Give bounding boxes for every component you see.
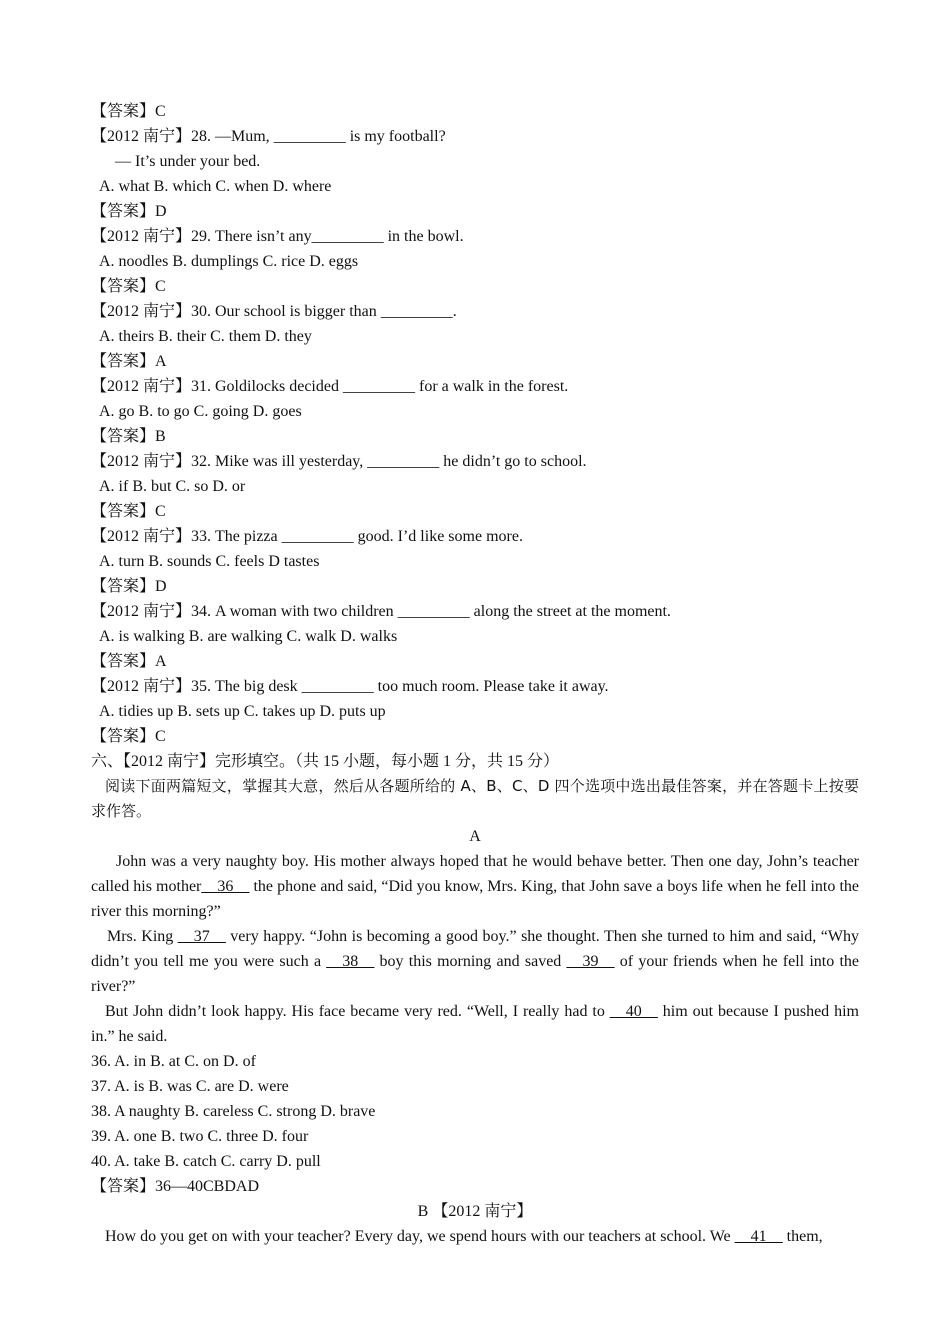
passage-a-paragraph-3: But John didn’t look happy. His face became very red. “Well, I really had to __40__ him out because I pushed him in.” he said. (91, 1003, 860, 1045)
passage-b-paragraph-1: How do you get on with your teacher? Every day, we spend hours with our teachers at school. We __41__ them, (105, 1228, 823, 1245)
answer-blank: _________ (367, 453, 440, 470)
question-line: 【2012 南宁】33. The pizza _________ good. I’d like some more. (91, 528, 523, 545)
instructions (91, 774, 859, 824)
options-line: A. turn B. sounds C. feels D tastes (99, 553, 320, 570)
options-line: A. theirs B. their C. them D. they (99, 328, 312, 345)
options-line: A. what B. which C. when D. where (99, 178, 332, 195)
answer-blank: _________ (273, 128, 346, 145)
answer-line: 【答案】C (91, 728, 166, 745)
question-line: 【2012 南宁】30. Our school is bigger than _________. (91, 303, 457, 320)
passage-b-heading: B 【2012 南宁】 (417, 1203, 533, 1220)
answer-line: 【答案】B (91, 428, 166, 445)
answer-line: 【答案】D (91, 578, 167, 595)
cloze-answer: 【答案】36—40CBDAD (91, 1178, 260, 1195)
cloze-option-40: 40. A. take B. catch C. carry D. pull (91, 1153, 321, 1170)
blank-41: __41__ (734, 1228, 783, 1245)
blank-37: __37__ (177, 928, 226, 945)
answer-blank: _________ (281, 528, 354, 545)
options-line: A. if B. but C. so D. or (99, 478, 246, 495)
answer-blank: _________ (397, 603, 470, 620)
answer-line: 【答案】C (91, 103, 166, 120)
question-line: 【2012 南宁】35. The big desk _________ too much room. Please take it away. (91, 678, 609, 695)
question-line: 【2012 南宁】31. Goldilocks decided _________ for a walk in the forest. (91, 378, 569, 395)
options-line: A. tidies up B. sets up C. takes up D. puts up (99, 703, 386, 720)
options-line: A. go B. to go C. going D. goes (99, 403, 302, 420)
response-line: — It’s under your bed. (115, 153, 261, 170)
answer-line: 【答案】A (91, 653, 167, 670)
cloze-option-36: 36. A. in B. at C. on D. of (91, 1053, 256, 1070)
cloze-option-37: 37. A. is B. was C. are D. were (91, 1078, 289, 1095)
answer-line: 【答案】C (91, 503, 166, 520)
answer-blank: _________ (311, 228, 384, 245)
blank-38: __38__ (326, 953, 375, 970)
question-line: 【2012 南宁】32. Mike was ill yesterday, _________ he didn’t go to school. (91, 453, 587, 470)
answer-line: 【答案】D (91, 203, 167, 220)
answer-blank: _________ (342, 378, 415, 395)
blank-36: __36__ (201, 878, 250, 895)
options-line: A. is walking B. are walking C. walk D. walks (99, 628, 398, 645)
blank-39: __39__ (566, 953, 615, 970)
passage-a-paragraph-2: Mrs. King __37__ very happy. “John is becoming a good boy.” she thought. Then she turned to him and said, “Why didn’t you tell me you were such a __38__ boy this morning and saved __39__ of your friends when he fell into the river?” (91, 928, 860, 995)
options-line: A. noodles B. dumplings C. rice D. eggs (99, 253, 359, 270)
instructions-text: 阅读下面两篇短文，掌握其大意，然后从各题所给的 A、B、C、D 四个选项中选出最佳答案，并在答题卡上按要求作答。 (91, 777, 859, 820)
cloze-option-39: 39. A. one B. two C. three D. four (91, 1128, 309, 1145)
document-content (91, 99, 859, 1249)
answer-blank: _________ (301, 678, 374, 695)
cloze-option-38: 38. A naughty B. careless C. strong D. brave (91, 1103, 376, 1120)
answer-line: 【答案】A (91, 353, 167, 370)
blank-40: __40__ (609, 1003, 658, 1020)
passage-a-paragraph-1: John was a very naughty boy. His mother always hoped that he would behave better. Then one day, John’s teacher called his mother__36__ the phone and said, “Did you know, Mrs. King, that John save a boys life when he fell into the river this morning?” (91, 853, 860, 920)
passage-a-heading: A (469, 828, 481, 845)
question-list (91, 99, 859, 774)
question-line: 【2012 南宁】28. —Mum, _________ is my football? (91, 128, 446, 145)
question-line: 【2012 南宁】34. A woman with two children _________ along the street at the moment. (91, 603, 671, 620)
question-line: 【2012 南宁】29. There isn’t any_________ in the bowl. (91, 228, 464, 245)
answer-line: 【答案】C (91, 278, 166, 295)
answer-blank: _________ (380, 303, 453, 320)
section-heading: 六、【2012 南宁】完形填空。（共 15 小题，每小题 1 分，共 15 分） (91, 753, 560, 770)
